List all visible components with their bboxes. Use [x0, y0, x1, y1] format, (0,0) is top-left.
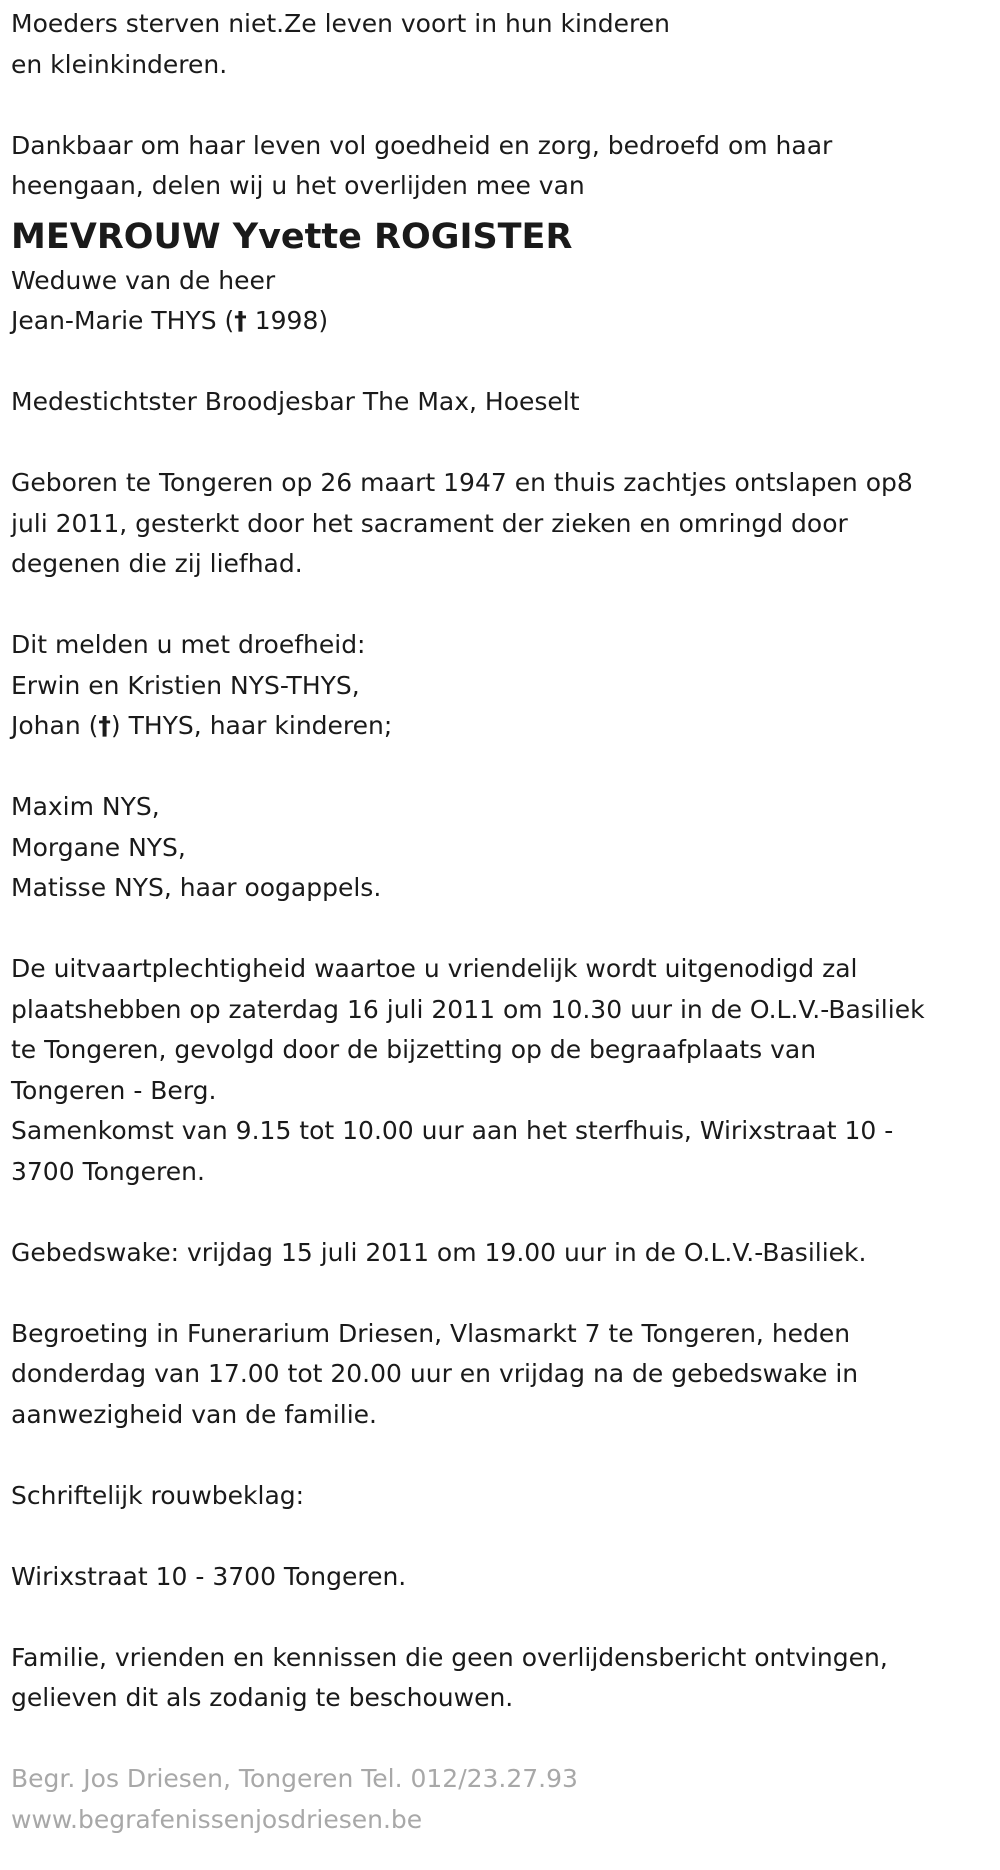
founder-line: Medestichtster Broodjesbar The Max, Hoeselt — [11, 387, 580, 416]
spacer — [11, 747, 996, 788]
spacer — [11, 423, 996, 464]
child-name: Johan ( — [11, 711, 99, 740]
deceased-name: MEVROUW Yvette ROGISTER — [11, 216, 573, 257]
greeting-paragraph — [11, 1314, 996, 1436]
cross-icon: † — [234, 306, 247, 335]
spacer — [11, 342, 996, 383]
spacer — [11, 909, 996, 950]
intro-line: en kleinkinderen. — [11, 49, 228, 79]
funeral-line: te Tongeren, gevolgd door de bijzetting op de begraafplaats van — [11, 1035, 817, 1064]
spacer — [11, 1192, 996, 1233]
condolence-address: Wirixstraat 10 - 3700 Tongeren. — [11, 1561, 407, 1591]
intro-line: Moeders sterven niet.Ze leven voort in hun kinderen — [11, 9, 670, 38]
birth-death-line: degenen die zij liefhad. — [11, 549, 303, 578]
undertaker-footer — [11, 1759, 996, 1840]
funeral-line: Samenkomst van 9.15 tot 10.00 uur aan het sterfhuis, Wirixstraat 10 - — [11, 1116, 894, 1145]
funeral-line: De uitvaartplechtigheid waartoe u vriendelijk wordt uitgenodigd zal — [11, 954, 858, 983]
child-suffix: ) THYS, haar kinderen; — [110, 711, 393, 740]
birth-death-paragraph — [11, 463, 996, 585]
spacer — [11, 585, 996, 626]
spouse-line — [11, 301, 996, 342]
birth-death-line: juli 2011, gesterkt door het sacrament der zieken en omringd door — [11, 508, 848, 538]
vigil-line: Gebedswake: vrijdag 15 juli 2011 om 19.00 uur in de O.L.V.-Basiliek. — [11, 1237, 867, 1267]
widow-line: Weduwe van de heer — [11, 265, 276, 295]
condolence-label: Schriftelijk rouwbeklag: — [11, 1480, 305, 1510]
spouse-name: Jean-Marie THYS ( — [11, 306, 235, 335]
birth-death-line: Geboren te Tongeren op 26 maart 1947 en thuis zachtjes ontslapen op8 — [11, 468, 913, 497]
spacer — [11, 1435, 996, 1476]
grandchild-line: Matisse NYS, haar oogappels. — [11, 873, 382, 902]
child-line — [11, 706, 996, 747]
announcement-paragraph — [11, 126, 996, 207]
spacer — [11, 1273, 996, 1314]
greeting-line: donderdag van 17.00 tot 20.00 uur en vrijdag na de gebedswake in — [11, 1359, 859, 1388]
funeral-line: 3700 Tongeren. — [11, 1156, 205, 1186]
announcement-line: heengaan, delen wij u het overlijden mee van — [11, 171, 585, 200]
funeral-line: Tongeren - Berg. — [11, 1075, 217, 1105]
closing-line: gelieven dit als zodanig te beschouwen. — [11, 1683, 514, 1712]
cross-icon: † — [98, 711, 111, 740]
greeting-line: aanwezigheid van de familie. — [11, 1399, 377, 1429]
spacer — [11, 85, 996, 126]
grandchild-line: Maxim NYS, — [11, 792, 160, 821]
family-children — [11, 625, 996, 747]
spacer — [11, 1516, 996, 1557]
obituary-notice — [11, 4, 996, 1840]
spacer — [11, 1719, 996, 1760]
closing-paragraph — [11, 1638, 996, 1719]
announcement-line: Dankbaar om haar leven vol goedheid en zorg, bedroefd om haar — [11, 130, 833, 160]
child-line: Erwin en Kristien NYS-THYS, — [11, 670, 360, 700]
spouse-death-year: 1998) — [246, 306, 329, 335]
family-grandchildren — [11, 787, 996, 909]
undertaker-website: www.begrafenissenjosdriesen.be — [11, 1804, 423, 1834]
closing-line: Familie, vrienden en kennissen die geen overlijdensbericht ontvingen, — [11, 1642, 888, 1672]
grandchild-line: Morgane NYS, — [11, 832, 186, 862]
spacer — [11, 1597, 996, 1638]
funeral-paragraph — [11, 949, 996, 1192]
family-intro: Dit melden u met droefheid: — [11, 630, 366, 659]
greeting-line: Begroeting in Funerarium Driesen, Vlasmarkt 7 te Tongeren, heden — [11, 1318, 851, 1348]
intro-quote — [11, 4, 996, 85]
funeral-line: plaatshebben op zaterdag 16 juli 2011 om 10.30 uur in de O.L.V.-Basiliek — [11, 994, 925, 1024]
undertaker-line: Begr. Jos Driesen, Tongeren Tel. 012/23.27.93 — [11, 1764, 578, 1793]
